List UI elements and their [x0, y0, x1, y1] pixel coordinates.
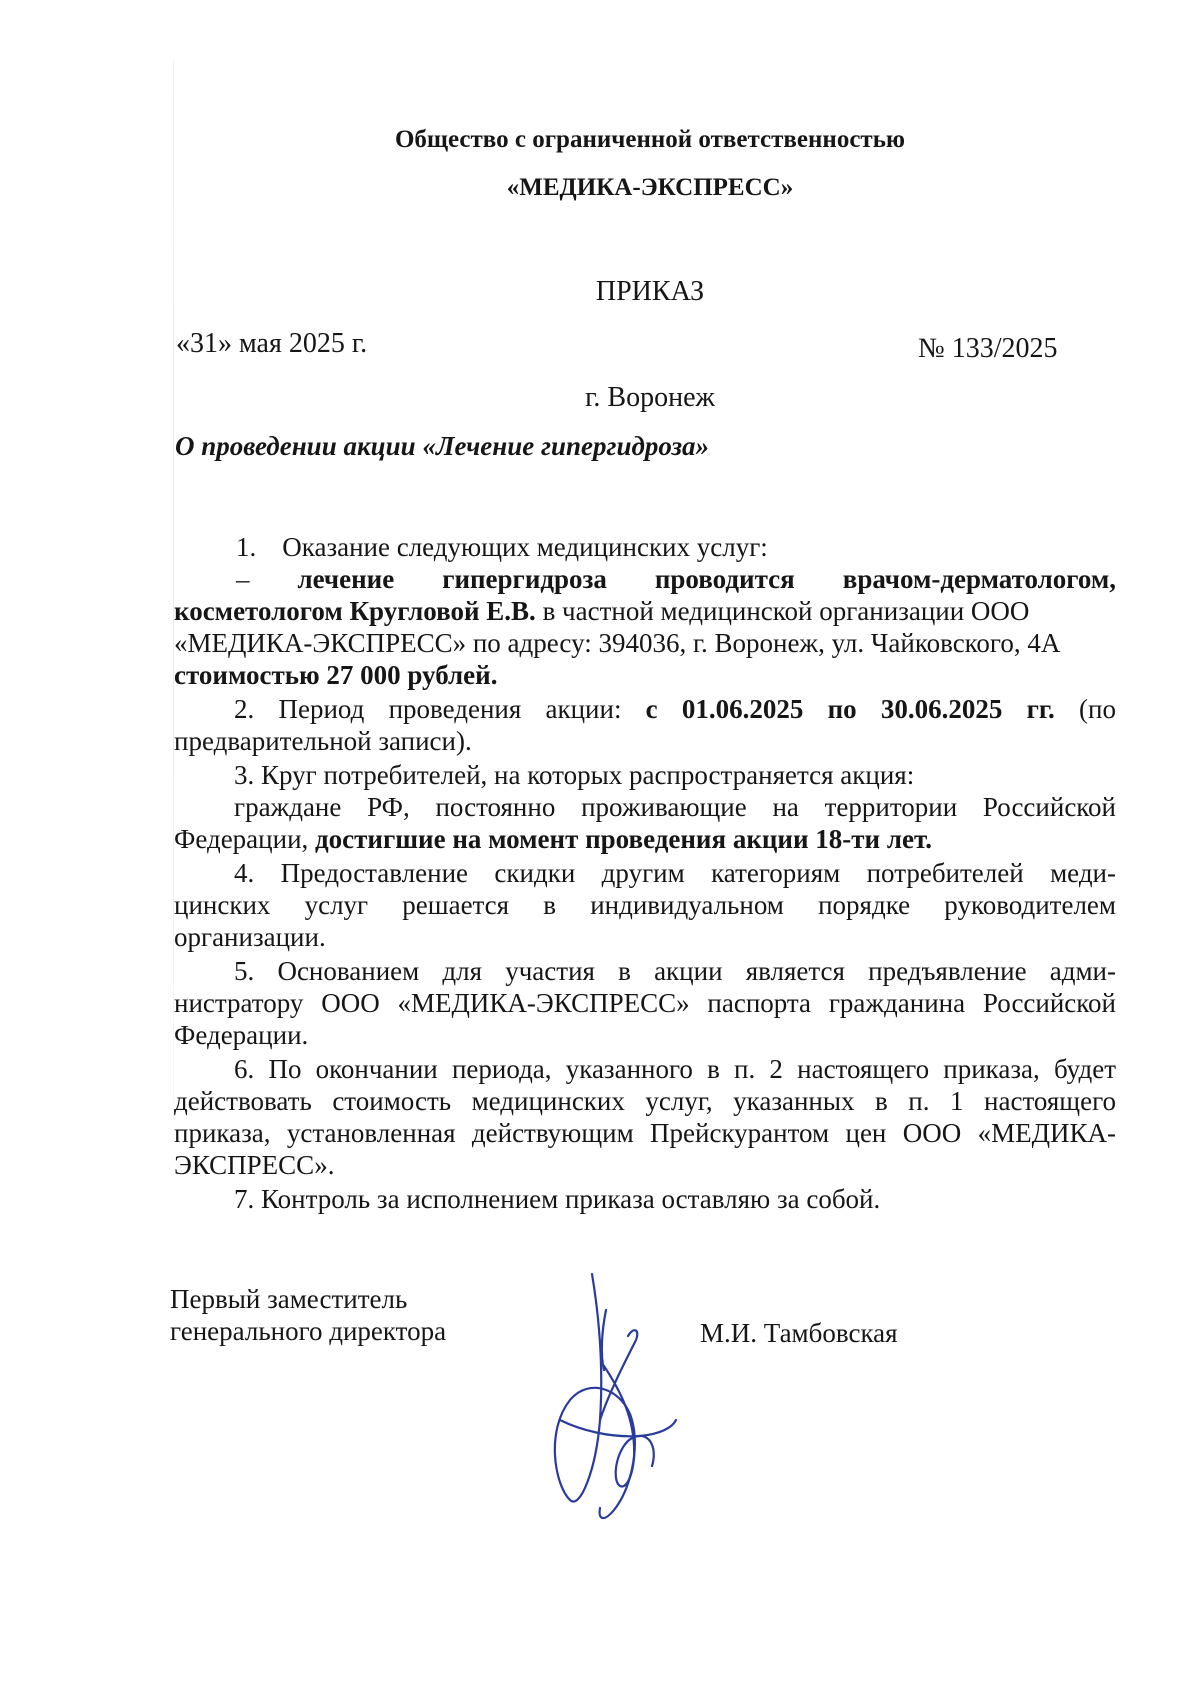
- document-number: № 133/2025: [918, 333, 1058, 364]
- document-city: г. Воронеж: [585, 382, 715, 413]
- item-6-line-4: ЭКСПРЕСС».: [174, 1150, 335, 1180]
- item-6-line-2: действовать стоимость медицинских услуг, указанных в п. 1 настоящего: [174, 1086, 1116, 1116]
- item-4-line-3: организации.: [174, 922, 326, 952]
- item-6-line-1: 6. По окончании периода, указанного в п. 2 настоящего приказа, будет: [234, 1054, 1116, 1084]
- item-1-doctor: косметологом Кругловой Е.В.: [174, 596, 536, 626]
- item-1-word-1: лечение: [297, 564, 395, 594]
- item-1-word-3: проводится: [654, 564, 795, 594]
- item-1-word-2: гипергидроза: [442, 564, 607, 594]
- organization-name-line-2: «МЕДИКА-ЭКСПРЕСС»: [506, 174, 794, 201]
- item-1-line-3: «МЕДИКА-ЭКСПРЕСС» по адресу: 394036, г. Воронеж, ул. Чайковского, 4А: [174, 628, 1061, 658]
- item-6-line-3: приказа, установленная действующим Прейскурантом цен ООО «МЕДИКА-: [174, 1118, 1116, 1148]
- document-date: «31» мая 2025 г.: [176, 328, 368, 359]
- item-4-line-1: 4. Предоставление скидки другим категориям потребителей меди-: [234, 858, 1116, 888]
- item-2-period-label: 2. Период проведения акции:: [234, 694, 622, 724]
- item-7-line-1: 7. Контроль за исполнением приказа оставляю за собой.: [234, 1184, 881, 1214]
- item-4-line-2: цинских услуг решается в индивидуальном порядке руководителем: [174, 890, 1116, 920]
- handwritten-signature: [540, 1270, 720, 1530]
- item-2-line-2: предварительной записи).: [174, 726, 472, 756]
- item-1-line-1: [174, 563, 1116, 595]
- item-1-marker: 1.: [236, 532, 257, 562]
- item-3-age-condition: достигшие на момент проведения акции 18-ти лет.: [315, 824, 932, 854]
- order-body: [174, 531, 1116, 1215]
- item-1-line-2: [174, 595, 1116, 627]
- item-3-line-2: граждане РФ, постоянно проживающие на территории Российской: [234, 792, 1116, 822]
- item-1-line-4: [174, 659, 1116, 691]
- item-3-line-1: 3. Круг потребителей, на которых распространяется акция:: [234, 760, 915, 790]
- item-5-line-2: нистратору ООО «МЕДИКА-ЭКСПРЕСС» паспорта гражданина Российской: [174, 988, 1116, 1018]
- item-3-line-3-text: Федерации,: [174, 824, 309, 854]
- item-2-line-1-tail: (по: [1079, 694, 1116, 724]
- signer-name: М.И. Тамбовская: [700, 1318, 898, 1348]
- signer-position-line-2: генерального директора: [170, 1316, 447, 1346]
- item-1-title-text: Оказание следующих медицинских услуг:: [282, 532, 768, 562]
- item-1-word-4: врачом-дерматологом,: [842, 564, 1117, 594]
- signer-position: [170, 1283, 446, 1347]
- item-2-line-1: [174, 693, 1116, 725]
- item-5-line-3: Федерации.: [174, 1020, 309, 1050]
- organization-name-line-1: Общество с ограниченной ответственностью: [394, 126, 906, 153]
- item-1-price: стоимостью 27 000 рублей.: [174, 660, 498, 690]
- item-1-dash: –: [236, 564, 250, 594]
- item-3-line-3: [174, 823, 1116, 855]
- document-title: ПРИКАЗ: [595, 276, 705, 307]
- document-subject: О проведении акции «Лечение гипергидроза»: [175, 431, 710, 461]
- item-2-period-dates: с 01.06.2025 по 30.06.2025 гг.: [645, 694, 1055, 724]
- item-5-line-1: 5. Основанием для участия в акции является предъявление адми-: [234, 956, 1116, 986]
- signer-position-line-1: Первый заместитель: [170, 1284, 408, 1314]
- item-1-title: [174, 531, 1116, 563]
- item-1-line-2-text: в частной медицинской организации ООО: [542, 596, 1030, 626]
